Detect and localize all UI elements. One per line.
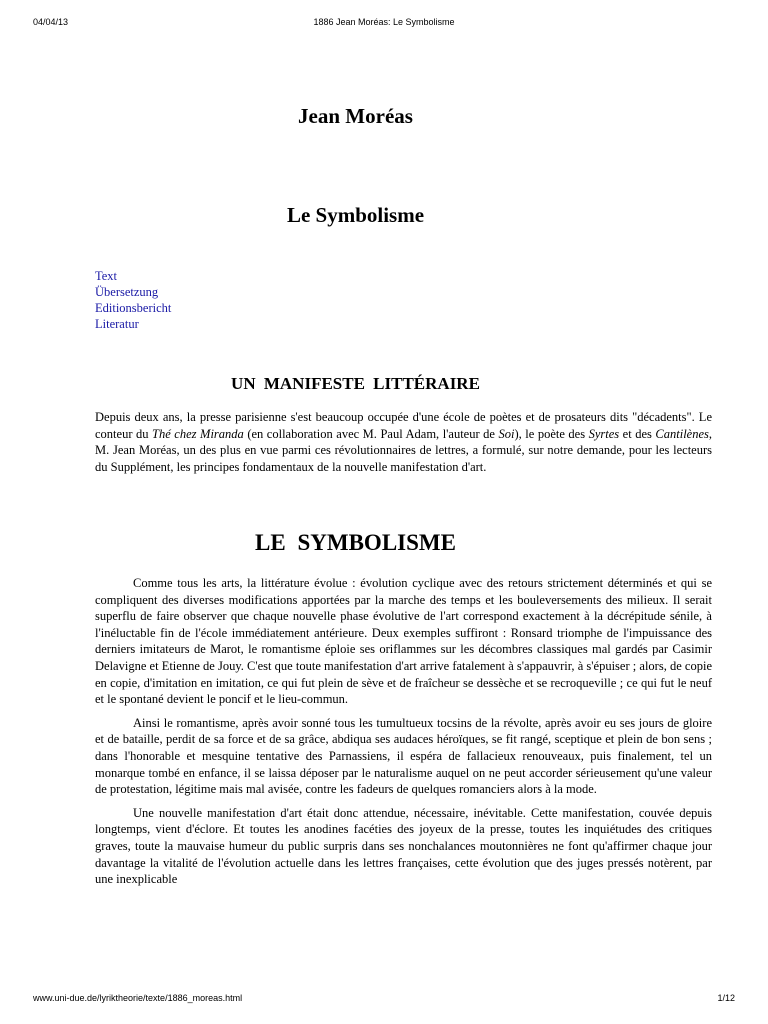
- manifesto-body: [95, 575, 712, 895]
- document-title: Le Symbolisme: [286, 203, 425, 227]
- print-footer: [0, 993, 768, 1007]
- toc-link-literature[interactable]: Literatur: [95, 317, 139, 331]
- title-syrtes: Syrtes: [588, 426, 620, 441]
- table-of-contents: [95, 268, 171, 332]
- print-date: 04/04/13: [33, 17, 69, 27]
- toc-link-translation[interactable]: Übersetzung: [95, 285, 159, 299]
- toc-link-text[interactable]: Text: [95, 269, 118, 283]
- page-number: 1/12: [717, 993, 735, 1003]
- title-cantilenes: Cantilènes: [655, 426, 709, 441]
- print-header: [0, 17, 768, 31]
- body-paragraph: Une nouvelle manifestation d'art était donc attendue, nécessaire, inévitable. Cette manifestation, couvée depuis longtemps, vient d'éclore. Et toutes les anodines facéties des joyeux de la presse, toutes les inquiétudes des critiques graves, toute la mauvaise humeur du public surpris dans ses nonchalances moutonnières ne font qu'affirmer chaque jour davantage la vitalité de l'évolution actuelle dans les lettres françaises, cette évolution que des juges pressés notèrent, par une inexplicable: [95, 805, 712, 887]
- title-the-chez-miranda: Thé chez Miranda: [152, 426, 244, 441]
- print-page-title: 1886 Jean Moréas: Le Symbolisme: [313, 17, 455, 27]
- author-name: Jean Moréas: [298, 104, 413, 128]
- title-soi: Soi: [498, 426, 515, 441]
- section-heading: LE SYMBOLISME: [255, 530, 456, 555]
- body-paragraph: Ainsi le romantisme, après avoir sonné tous les tumultueux tocsins de la révolte, après avoir eu ses jours de gloire et de bataille, perdit de sa force et de sa grâce, abdiqua ses audaces héroïques, se fit rangé, sceptique et plein de bon sens ; dans l'honorable et mesquine tentative des Parnassiens, il espéra de fallacieux renouveaux, puis finalement, tel un monarque tombé en enfance, il se laissa déposer par le naturalisme auquel on ne peut accorder sérieusement qu'une valeur de protestation, légitime mais mal avisée, contre les fadeurs de quelques romanciers alors à la mode.: [95, 715, 712, 797]
- intro-paragraph: Depuis deux ans, la presse parisienne s'est beaucoup occupée d'une école de poètes et de prosateurs dits "décadents". Le conteur du Thé chez Miranda (en collaboration avec M. Paul Adam, l'auteur de Soi), le poète des Syrtes et des Cantilènes, M. Jean Moréas, un des plus en vue parmi ces révolutionnaires de lettres, a formulé, sur notre demande, pour les lecteurs du Supplément, les principes fondamentaux de la nouvelle manifestation d'art.: [95, 410, 712, 474]
- toc-link-edition-report[interactable]: Editionsbericht: [95, 301, 172, 315]
- print-url: www.uni-due.de/lyriktheorie/texte/1886_moreas.html: [33, 993, 243, 1003]
- body-paragraph: Comme tous les arts, la littérature évolue : évolution cyclique avec des retours strictement déterminés et qui se compliquent des diverses modifications apportées par la marche des temps et les bouleversements des milieux. Il serait superflu de faire observer que chaque nouvelle phase évolutive de l'art correspond exactement à la décrépitude sénile, à l'inéluctable fin de l'école immédiatement antérieure. Deux exemples suffiront : Ronsard triomphe de l'impuissance des derniers imitateurs de Marot, le romantisme éploie ses oriflammes sur les décombres classiques mal gardés par Casimir Delavigne et Etienne de Jouy. C'est que toute manifestation d'art arrive fatalement à s'appauvrir, à s'épuiser ; alors, de copie en copie, d'imitation en imitation, ce qui fut plein de sève et de fraîcheur se dessèche et se recroqueville ; ce qui fut le neuf et le spontané devient le poncif et le lieu-commun.: [95, 576, 712, 707]
- manifest-heading: UN MANIFESTE LITTÉRAIRE: [231, 374, 480, 393]
